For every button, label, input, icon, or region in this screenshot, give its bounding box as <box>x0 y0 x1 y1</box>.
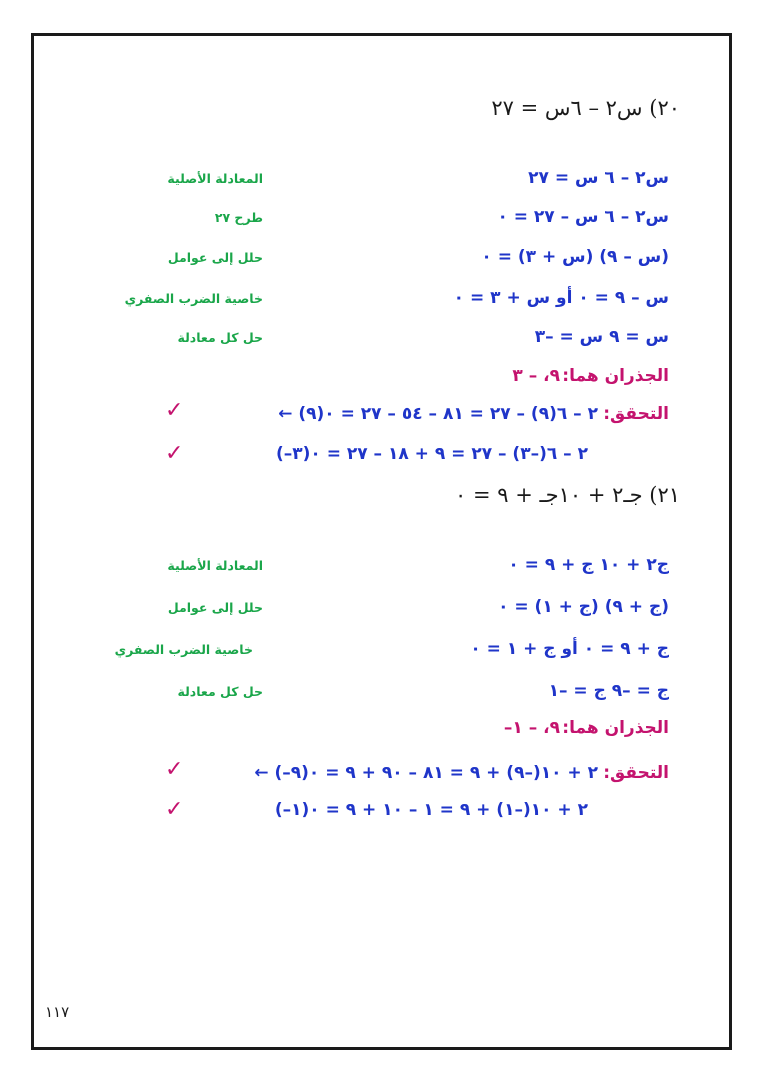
p20-check-label: التحقق: <box>603 404 669 424</box>
p20-step-3-equation: (س – ٩) (س + ٣) = ٠ <box>481 247 669 267</box>
p20-check-1: ← (٩)٢ – ٦(٩) – ٢٧ = ٨١ – ٥٤ – ٢٧ = ٠ <box>278 404 598 424</box>
p20-step-1-note: المعادلة الأصلية <box>167 171 263 186</box>
p20-step-5-note: حل كل معادلة <box>177 330 263 345</box>
p21-step-4-note: حل كل معادلة <box>177 684 263 699</box>
p20-roots-value: ٩، – ٣ <box>512 366 560 386</box>
problem-21-header: ٢١) جـ٢ + ١٠جـ + ٩ = ٠ <box>455 483 680 507</box>
p21-step-3-note: خاصية الضرب الصفري <box>114 642 253 657</box>
p21-check-2: (–١)٢ + ١٠(–١) + ٩ = ١ – ١٠ + ٩ = ٠ <box>274 800 588 820</box>
p20-step-5-equation: س = ٩ س = –٣ <box>534 327 669 347</box>
p21-roots-value: –٩، – ١ <box>503 718 560 738</box>
p21-check-1: ← (–٩)٢ + ١٠(–٩) + ٩ = ٨١ – ٩٠ + ٩ = ٠ <box>254 763 598 783</box>
check-mark-icon: ✓ <box>165 797 184 822</box>
p20-step-4-note: خاصية الضرب الصفري <box>124 291 263 306</box>
p20-step-1-equation: س٢ – ٦ س = ٢٧ <box>528 168 669 188</box>
check-mark-icon: ✓ <box>165 398 184 423</box>
p21-step-4-equation: ج = –٩ ج = –١ <box>548 681 669 701</box>
page-number: ١١٧ <box>45 1003 70 1021</box>
p21-step-2-equation: (ج + ٩) (ج + ١) = ٠ <box>498 597 669 617</box>
p21-step-1-equation: ج٢ + ١٠ ج + ٩ = ٠ <box>508 555 669 575</box>
p20-step-3-note: حلل إلى عوامل <box>167 250 263 265</box>
p21-roots-label: الجذران هما: <box>562 718 669 738</box>
check-mark-icon: ✓ <box>165 757 184 782</box>
p21-check-label: التحقق: <box>603 763 669 783</box>
p20-step-2-equation: س٢ – ٦ س – ٢٧ = ٠ <box>497 207 669 227</box>
p20-step-4-equation: س – ٩ = ٠ أو س + ٣ = ٠ <box>453 288 669 308</box>
p21-step-1-note: المعادلة الأصلية <box>167 558 263 573</box>
p20-check-2: (–٣)٢ – ٦(–٣) – ٢٧ = ٩ + ١٨ – ٢٧ = ٠ <box>275 444 588 464</box>
p21-step-3-equation: ج + ٩ = ٠ أو ج + ١ = ٠ <box>470 639 669 659</box>
p20-roots-label: الجذران هما: <box>562 366 669 386</box>
check-mark-icon: ✓ <box>165 441 184 466</box>
problem-20-header: ٢٠) س٢ – ٦س = ٢٧ <box>491 96 680 120</box>
p20-step-2-note: طرح ٢٧ <box>214 210 263 225</box>
p21-step-2-note: حلل إلى عوامل <box>167 600 263 615</box>
